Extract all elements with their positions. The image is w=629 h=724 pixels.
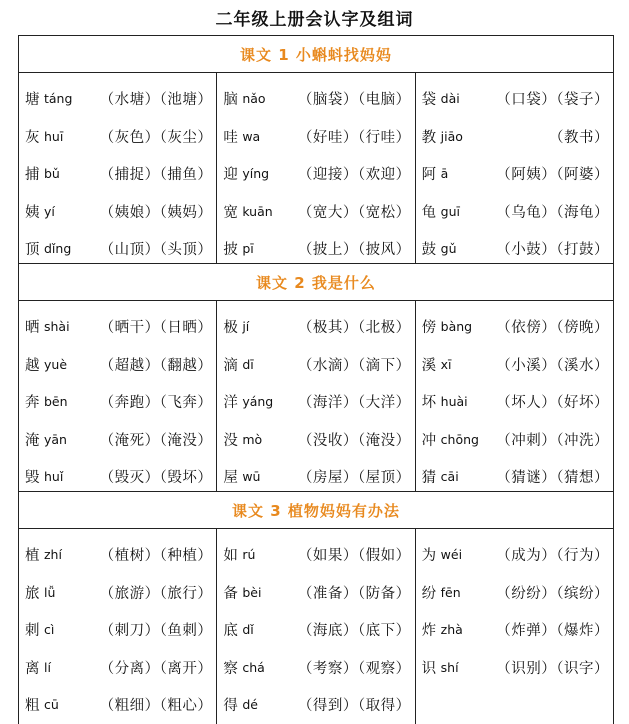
pinyin: guī	[440, 203, 460, 219]
word-pairs: （粗细）（粗心）	[99, 698, 213, 715]
pinyin: cū	[44, 697, 59, 713]
word-pairs: （晒干）（日晒）	[99, 320, 213, 337]
character: 披	[223, 242, 238, 259]
page-title: 二年级上册会认字及组词	[215, 10, 414, 30]
pinyin: bǔ	[44, 166, 60, 182]
column-1	[19, 529, 217, 724]
character: 没	[223, 432, 238, 449]
pinyin: bèi	[242, 584, 262, 600]
pinyin: yuè	[44, 356, 68, 372]
character: 灰	[25, 129, 40, 146]
pinyin: zhí	[44, 547, 62, 563]
word-pairs: （得到）（取得）	[297, 698, 411, 715]
list-item	[19, 346, 216, 384]
list-item	[19, 383, 216, 421]
list-item	[217, 118, 414, 156]
word-pairs: （灰色）（灰尘）	[99, 129, 213, 146]
list-item	[217, 458, 414, 496]
character: 溪	[421, 357, 437, 374]
pinyin: nǎo	[242, 91, 266, 107]
pinyin: shài	[44, 319, 70, 335]
list-item	[416, 230, 613, 268]
pinyin: huài	[440, 394, 468, 410]
word-pairs: （捕捉）（捕鱼）	[99, 167, 213, 184]
word-pairs: （海洋）（大洋）	[297, 395, 411, 412]
pinyin: yí	[44, 203, 55, 219]
character: 察	[223, 660, 238, 677]
list-item	[19, 118, 216, 156]
pinyin: chá	[242, 659, 265, 675]
character: 鼓	[421, 242, 437, 259]
lesson-body	[19, 73, 613, 264]
character: 迎	[223, 167, 238, 184]
pinyin: dǐ	[242, 622, 254, 638]
word-pairs: （小鼓）（打鼓）	[496, 242, 609, 259]
pinyin: jí	[242, 319, 250, 335]
character: 塘	[25, 92, 40, 109]
word-pairs: （披上）（披风）	[297, 242, 411, 259]
column-1	[19, 73, 217, 263]
list-item	[217, 649, 414, 687]
word-pairs: （教书）	[548, 129, 609, 146]
word-pairs: （极其）（北极）	[297, 320, 411, 337]
character: 坏	[421, 395, 437, 412]
pinyin: wa	[242, 128, 261, 144]
word-pairs: （脑袋）（电脑）	[297, 92, 411, 109]
character: 教	[421, 129, 437, 146]
pinyin: lǚ	[44, 584, 56, 600]
pinyin: wū	[242, 469, 261, 485]
character: 旅	[25, 585, 40, 602]
list-item	[19, 536, 216, 574]
pinyin: huǐ	[44, 469, 64, 485]
list-item	[217, 574, 414, 612]
list-item	[416, 155, 613, 193]
word-pairs: （没收）（淹没）	[297, 432, 411, 449]
list-item	[416, 383, 613, 421]
pinyin: yān	[44, 431, 67, 447]
list-item	[217, 421, 414, 459]
list-item	[217, 611, 414, 649]
pinyin: xī	[440, 356, 452, 372]
character: 脑	[223, 92, 238, 109]
pinyin: mò	[242, 431, 263, 447]
character: 如	[223, 548, 238, 565]
character: 奔	[25, 395, 40, 412]
list-item	[416, 346, 613, 384]
lesson-1	[19, 36, 613, 264]
word-pairs: （考察）（观察）	[297, 660, 411, 677]
list-item	[19, 80, 216, 118]
word-pairs: （坏人）（好坏）	[496, 395, 609, 412]
word-pairs: （宽大）（宽松）	[297, 204, 411, 221]
pinyin: yíng	[242, 166, 270, 182]
lesson-heading: 课文 1 小蝌蚪找妈妈	[19, 36, 613, 73]
character: 姨	[25, 204, 40, 221]
column-2	[217, 73, 415, 263]
character: 炸	[421, 623, 437, 640]
lesson-2	[19, 264, 613, 492]
character: 阿	[421, 167, 437, 184]
word-pairs: （阿姨）（阿婆）	[496, 167, 609, 184]
column-3	[416, 301, 613, 491]
character: 袋	[421, 92, 437, 109]
list-item	[416, 193, 613, 231]
character: 刺	[25, 623, 40, 640]
word-pairs: （成为）（行为）	[496, 548, 609, 565]
pinyin: yáng	[242, 394, 274, 410]
word-pairs: （旅游）（旅行）	[99, 585, 213, 602]
pinyin: pī	[242, 241, 254, 257]
list-item	[217, 536, 414, 574]
character: 为	[421, 548, 437, 565]
pinyin: gǔ	[440, 241, 457, 257]
list-item	[416, 574, 613, 612]
word-pairs: （毁灭）（毁坏）	[99, 470, 213, 487]
pinyin: dī	[242, 356, 254, 372]
word-pairs: （水塘）（池塘）	[99, 92, 213, 109]
list-item	[416, 536, 613, 574]
character: 滴	[223, 357, 238, 374]
pinyin: dǐng	[44, 241, 72, 257]
list-item	[217, 193, 414, 231]
word-pairs: （山顶）（头顶）	[99, 242, 213, 259]
list-item	[217, 346, 414, 384]
pinyin: huī	[44, 128, 64, 144]
word-pairs: （海底）（底下）	[297, 623, 411, 640]
word-pairs: （炸弹）（爆炸）	[496, 623, 609, 640]
pinyin: táng	[44, 91, 73, 107]
character: 离	[25, 660, 40, 677]
character: 淹	[25, 432, 40, 449]
pinyin: zhà	[440, 622, 463, 638]
pinyin: chōng	[440, 431, 479, 447]
column-2	[217, 301, 415, 491]
list-item	[19, 155, 216, 193]
pinyin: bēn	[44, 394, 68, 410]
column-2	[217, 529, 415, 724]
character: 顶	[25, 242, 40, 259]
lesson-3	[19, 492, 613, 724]
list-item	[416, 611, 613, 649]
list-item	[416, 308, 613, 346]
character: 植	[25, 548, 40, 565]
character: 捕	[25, 167, 40, 184]
list-item	[217, 686, 414, 724]
character: 傍	[421, 320, 437, 337]
pinyin: dé	[242, 697, 258, 713]
list-item	[217, 80, 414, 118]
word-pairs: （纷纷）（缤纷）	[496, 585, 609, 602]
pinyin: ā	[440, 166, 449, 182]
pinyin: lí	[44, 659, 51, 675]
character: 龟	[421, 204, 437, 221]
word-pairs: （小溪）（溪水）	[496, 357, 609, 374]
character: 毁	[25, 470, 40, 487]
word-pairs: （奔跑）（飞奔）	[99, 395, 213, 412]
lesson-body	[19, 529, 613, 724]
list-item	[19, 649, 216, 687]
list-item	[217, 308, 414, 346]
character: 越	[25, 357, 40, 374]
pinyin: fēn	[440, 584, 461, 600]
lesson-heading: 课文 2 我是什么	[19, 264, 613, 301]
word-pairs: （如果）（假如）	[297, 548, 411, 565]
character: 识	[421, 660, 437, 677]
pinyin: wéi	[440, 547, 463, 563]
lesson-body	[19, 301, 613, 492]
list-item	[217, 383, 414, 421]
word-pairs: （刺刀）（鱼刺）	[99, 623, 213, 640]
word-pairs: （植树）（种植）	[99, 548, 213, 565]
word-pairs: （水滴）（滴下）	[297, 357, 411, 374]
word-pairs: （准备）（防备）	[297, 585, 411, 602]
pinyin: dài	[440, 91, 460, 107]
character: 哇	[223, 129, 238, 146]
word-pairs: （淹死）（淹没）	[99, 432, 213, 449]
character: 屋	[223, 470, 238, 487]
word-pairs: （口袋）（袋子）	[496, 92, 609, 109]
column-1	[19, 301, 217, 491]
word-pairs: （房屋）（屋顶）	[297, 470, 411, 487]
character: 得	[223, 698, 238, 715]
list-item	[19, 308, 216, 346]
list-item	[19, 686, 216, 724]
word-pairs: （猜谜）（猜想）	[496, 470, 609, 487]
lesson-heading: 课文 3 植物妈妈有办法	[19, 492, 613, 529]
word-pairs: （迎接）（欢迎）	[297, 167, 411, 184]
pinyin: rú	[242, 547, 256, 563]
word-pairs: （冲刺）（冲洗）	[496, 432, 609, 449]
list-item	[19, 458, 216, 496]
character: 底	[223, 623, 238, 640]
list-item	[416, 118, 613, 156]
character: 纷	[421, 585, 437, 602]
list-item	[19, 193, 216, 231]
pinyin: kuān	[242, 203, 273, 219]
word-pairs: （分离）（离开）	[99, 660, 213, 677]
pinyin: shí	[440, 659, 459, 675]
character: 猜	[421, 470, 437, 487]
word-pairs: （识别）（识字）	[496, 660, 609, 677]
list-item	[416, 421, 613, 459]
list-item	[19, 230, 216, 268]
list-item	[416, 80, 613, 118]
list-item	[19, 574, 216, 612]
word-pairs: （乌龟）（海龟）	[496, 204, 609, 221]
list-item	[217, 155, 414, 193]
pinyin: cāi	[440, 469, 459, 485]
column-3	[416, 73, 613, 263]
word-pairs: （超越）（翻越）	[99, 357, 213, 374]
list-item	[416, 458, 613, 496]
word-pairs: （依傍）（傍晚）	[496, 320, 609, 337]
pinyin: jiāo	[440, 128, 463, 144]
list-item	[19, 421, 216, 459]
pinyin: cì	[44, 622, 55, 638]
vocab-table	[18, 35, 614, 724]
list-item	[19, 611, 216, 649]
character: 极	[223, 320, 238, 337]
list-item	[416, 649, 613, 687]
character: 宽	[223, 204, 238, 221]
column-3	[416, 529, 613, 724]
word-pairs: （姨娘）（姨妈）	[99, 204, 213, 221]
pinyin: bàng	[440, 319, 473, 335]
character: 粗	[25, 698, 40, 715]
word-pairs: （好哇）（行哇）	[297, 129, 411, 146]
character: 晒	[25, 320, 40, 337]
list-item	[217, 230, 414, 268]
character: 冲	[421, 432, 437, 449]
character: 备	[223, 585, 238, 602]
character: 洋	[223, 395, 238, 412]
